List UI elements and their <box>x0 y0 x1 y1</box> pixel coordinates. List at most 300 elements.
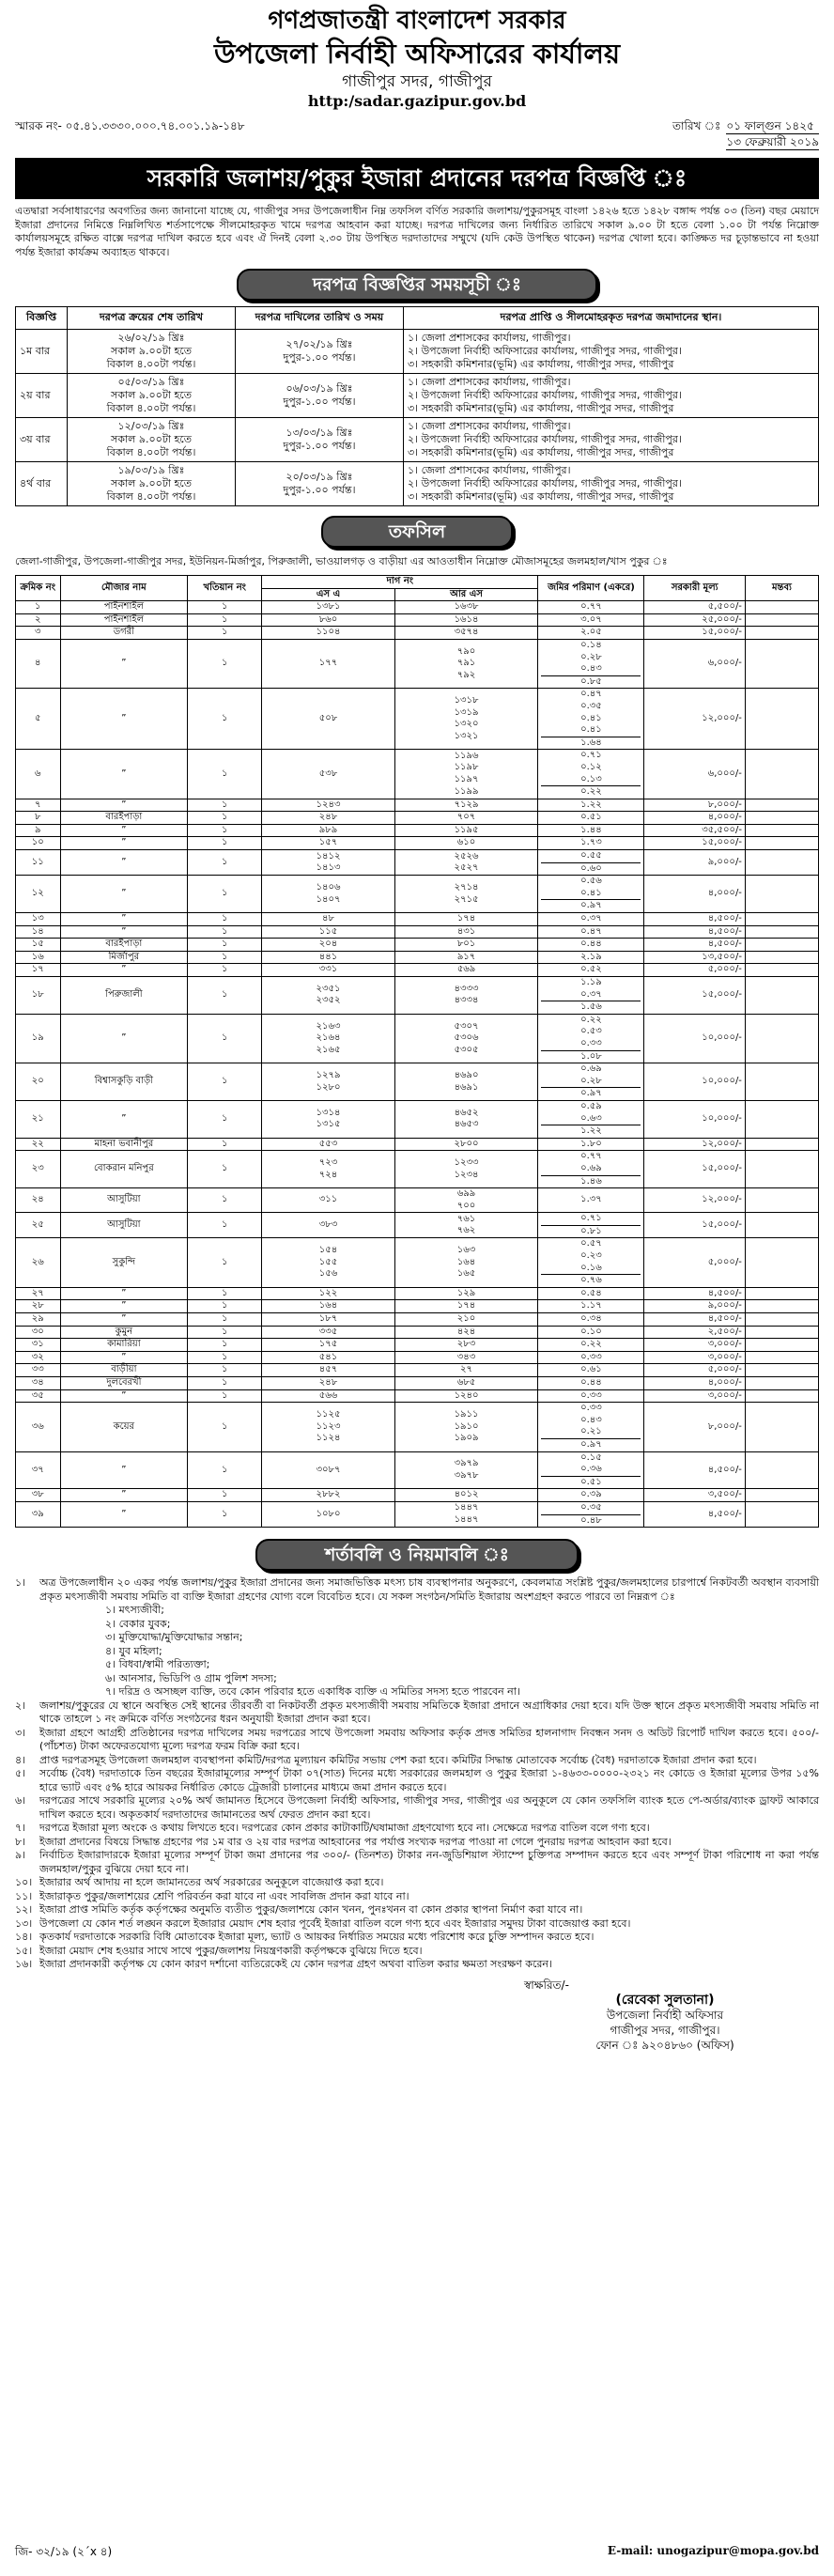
cell-price: ১২,০০০/- <box>644 1138 745 1151</box>
table-row <box>16 1351 819 1364</box>
cell-area <box>538 1300 644 1313</box>
details-location: জেলা-গাজীপুর, উপজেলা-গাজীপুর সদর, ইউনিয়ন-মির্জাপুর, পিরুজালী, ভাওয়ালগড় ও বাড়ীয়া এর আওতাধীন নিম্নোক্ত মৌজাসমূহের জলমহাল/খাস পুকুর ঃ <box>15 555 668 567</box>
cell-remarks <box>745 1238 818 1287</box>
cell-price: ১২,০০০/- <box>644 689 745 750</box>
cell-mouza: ” <box>60 1100 188 1138</box>
cell-mouza: ” <box>60 1300 188 1313</box>
table-row <box>16 1313 819 1327</box>
cell-sa-value: ১০৮০ <box>316 1508 341 1519</box>
table-row <box>16 1138 819 1151</box>
cell-serial: ১৩ <box>16 913 61 926</box>
table-row <box>16 689 819 750</box>
cell-remarks <box>745 951 818 964</box>
cell-area-value: ০.৮১ <box>541 1225 641 1238</box>
cell-mouza: ডগরী <box>60 627 188 640</box>
cell-area-value: ০.৩৭ <box>580 913 602 924</box>
term-subitem: ৭। দরিদ্র ও অসচ্ছল ব্যক্তি, তবে কোন পরিবার হতে একাধিক ব্যক্তি এ সমিতির সদস্য হতে পারবেন না। <box>105 1685 520 1699</box>
term-number: ৯। <box>15 1849 26 1862</box>
cell-area <box>538 925 644 939</box>
cell-area-value: ০.১৫ <box>580 1451 602 1463</box>
schedule-round: ৪র্থ বার <box>16 462 68 506</box>
cell-sa <box>262 799 394 812</box>
cell-price: ১৫,০০০/- <box>644 627 745 640</box>
cell-rs-value: ১১৯৫ <box>454 824 479 835</box>
cell-sa <box>262 850 394 876</box>
cell-rs-value: ৪৬৯০ <box>454 1069 479 1080</box>
cell-area-value: ০.২২ <box>580 1339 602 1350</box>
cell-area <box>538 876 644 913</box>
cell-rs-value: ২৫২৭ <box>454 862 479 874</box>
term-item <box>15 1958 819 1972</box>
schedule-row <box>16 418 819 462</box>
term-text <box>39 1931 819 1945</box>
signature-block <box>524 1978 806 2053</box>
cell-serial: ৪ <box>16 639 61 688</box>
cell-area-value: ০.৪৩ <box>580 663 602 675</box>
cell-sa <box>262 1364 394 1377</box>
cell-mouza: ” <box>60 750 188 799</box>
term-number: ১০। <box>15 1876 33 1889</box>
footer <box>15 2544 819 2563</box>
cell-area <box>538 939 644 952</box>
cell-serial: ২৭ <box>16 1287 61 1300</box>
cell-sa-value: ১১০৪ <box>316 627 341 638</box>
term-text <box>39 1945 819 1959</box>
cell-remarks <box>745 689 818 750</box>
term-body: ইজারা প্রাপ্ত সমিতি কর্তৃক কর্তৃপক্ষের অনুমতি ব্যতীত পুকুর/জলাশয়ে কোন খনন, পুনঃখনন বা কোন প্রকার স্থাপনা নির্মাণ করা যাবে না। <box>39 1903 583 1916</box>
term-text <box>39 1822 819 1836</box>
cell-serial: ২৮ <box>16 1300 61 1313</box>
cell-remarks <box>745 1287 818 1300</box>
table-row <box>16 1014 819 1063</box>
cell-area-value: ০.৭৭ <box>580 601 602 613</box>
cell-khatian: ১ <box>188 1188 262 1213</box>
table-row <box>16 1489 819 1502</box>
cell-price: ১৫,০০০/- <box>644 1151 745 1188</box>
cell-rs-value: ৪২৪ <box>456 1326 476 1337</box>
schedule-line: ১২/০৩/১৯ খ্রিঃ <box>117 420 185 432</box>
footer-ref: জি- ৩২/১৯ (২´x ৪) <box>15 2545 113 2558</box>
cell-mouza: ” <box>60 1489 188 1502</box>
cell-serial: ১০ <box>16 837 61 850</box>
cell-khatian: ১ <box>188 1238 262 1287</box>
cell-sa-value: ১৪০৬ <box>316 882 341 893</box>
cell-sa-value: ১৫৭ <box>318 837 338 848</box>
cell-sa <box>262 837 394 850</box>
email-address[interactable]: unogazipur@mopa.gov.bd <box>656 2544 819 2557</box>
cell-sa <box>262 1389 394 1403</box>
cell-sa <box>262 689 394 750</box>
term-item <box>15 1767 819 1794</box>
cell-khatian: ১ <box>188 812 262 825</box>
table-row <box>16 1339 819 1352</box>
cell-rs-value: ১৬৪ <box>456 1256 476 1267</box>
table-row <box>16 964 819 977</box>
cell-sa-value: ১৪১২ <box>316 850 341 861</box>
cell-remarks <box>745 964 818 977</box>
cell-mouza: ” <box>60 639 188 688</box>
cell-sa-value: ১৪০৭ <box>316 893 341 905</box>
schedule-buy-deadline <box>68 374 236 418</box>
cell-serial: ৯ <box>16 824 61 837</box>
cell-remarks <box>745 1389 818 1403</box>
cell-area-value: ০.৫৫ <box>580 850 602 861</box>
col-serial: ক্রমিক নং <box>16 576 61 601</box>
cell-serial: ১৯ <box>16 1014 61 1063</box>
cell-rs <box>394 1364 538 1377</box>
cell-sa-value: ৪৮ <box>322 913 335 924</box>
cell-area-value: ০.৪১ <box>580 712 602 723</box>
cell-mouza: ” <box>60 925 188 939</box>
col-sa: এস এ <box>262 588 394 601</box>
cell-area-value: ০.৫৩ <box>580 1026 602 1037</box>
cell-area-value: ১.১৯ <box>580 977 602 987</box>
cell-remarks <box>745 1213 818 1238</box>
cell-area <box>538 1389 644 1403</box>
term-number: ১২। <box>15 1903 33 1916</box>
cell-rs-value: ১৪৪৭ <box>454 1514 479 1526</box>
cell-rs <box>394 951 538 964</box>
cell-mouza: ” <box>60 1351 188 1364</box>
cell-khatian: ১ <box>188 1151 262 1188</box>
cell-mouza: ” <box>60 1451 188 1489</box>
cell-price: ৮,০০০/- <box>644 1403 745 1451</box>
cell-serial: ৩৭ <box>16 1451 61 1489</box>
term-body: কৃতকার্য দরদাতাকে সরকারি বিধি মোতাবেক ইজারা মূল্য, ভ্যাট ও আয়কর নির্ধারিত সময়ের মধ্যে পরিশোধ করে চুক্তি সম্পাদন করতে হবে। <box>39 1931 595 1944</box>
cell-area-value: ০.৬৯ <box>580 1162 602 1173</box>
table-row <box>16 837 819 850</box>
cell-serial: ৮ <box>16 812 61 825</box>
cell-sa-value: ২৩৫১ <box>316 983 341 994</box>
schedule-places <box>404 330 819 374</box>
cell-khatian: ১ <box>188 1138 262 1151</box>
cell-sa <box>262 1451 394 1489</box>
cell-area <box>538 1403 644 1451</box>
table-row <box>16 925 819 939</box>
cell-khatian: ১ <box>188 750 262 799</box>
schedule-round: ৩য় বার <box>16 418 68 462</box>
cell-serial: ৩৯ <box>16 1501 61 1527</box>
cell-rs <box>394 964 538 977</box>
cell-area-value: ০.১২ <box>580 761 602 772</box>
cell-khatian: ১ <box>188 1326 262 1339</box>
cell-price: ৪,৫০০/- <box>644 925 745 939</box>
cell-rs-value: ১৯১১ <box>454 1408 479 1420</box>
cell-area <box>538 1238 644 1287</box>
cell-remarks <box>745 750 818 799</box>
schedule-line: বিকাল ৪.০০টা পর্যন্ত। <box>106 402 196 414</box>
term-item <box>15 1917 819 1932</box>
table-row <box>16 750 819 799</box>
term-body: জলাশয়/পুকুরের যে স্থানে অবস্থিত সেই স্থানের তীরবর্তী বা নিকটবর্তী প্রকৃত মৎস্যজীবী সমবায় সমিতিকে ইজারা প্রদানে অগ্রাধিকার দেয়া হবে। যদি উক্ত স্থানে প্রকৃত মৎস্যজীবী সমবায় সমিতি না থাকে তাহলে ১ নং ক্রমিকে বর্ণিত সংগঠনের ধরন অনুযায়ী ইজারা প্রদান করা হবে। <box>39 1699 819 1726</box>
schedule-place: ১। জেলা প্রশাসকের কার্যালয়, গাজীপুর। <box>408 332 571 344</box>
schedule-line: ০৫/০৩/১৯ খ্রিঃ <box>117 376 185 388</box>
cell-area-value: ০.৪৭ <box>580 689 602 700</box>
cell-rs <box>394 1100 538 1138</box>
cell-sa <box>262 964 394 977</box>
table-row <box>16 799 819 812</box>
cell-rs-value: ৪৩৩৪ <box>454 995 479 1006</box>
cell-rs <box>394 613 538 627</box>
cell-sa-value: ১৮৭ <box>318 1313 338 1325</box>
cell-area-value: ০.৩৬ <box>580 1464 602 1475</box>
cell-mouza: সুকুন্দি <box>60 1238 188 1287</box>
term-item <box>15 1699 819 1727</box>
term-item <box>15 1836 819 1850</box>
cell-sa-value: ১৭৭ <box>318 658 338 669</box>
cell-mouza: বারইপাড়া <box>60 939 188 952</box>
cell-area <box>538 601 644 614</box>
cell-sa-value: ১৬৪ <box>318 1300 338 1311</box>
cell-serial: ৩৩ <box>16 1364 61 1377</box>
cell-area-value: ০.৫১ <box>541 1476 641 1489</box>
cell-serial: ৬ <box>16 750 61 799</box>
cell-area-value: ০.৩৩ <box>580 1037 602 1048</box>
table-row <box>16 613 819 627</box>
cell-remarks <box>745 1364 818 1377</box>
term-body: ইজারার অর্থ আদায় না হলে জামানতের অর্থ সরকারের অনুকূলে বাজেয়াপ্ত করা হবে। <box>39 1876 384 1889</box>
cell-sa <box>262 1063 394 1101</box>
cell-khatian: ১ <box>188 1339 262 1352</box>
schedule-line: দুপুর-১.০০ পর্যন্ত। <box>283 396 356 408</box>
table-row <box>16 1287 819 1300</box>
cell-sa-value: ১২৭৯ <box>316 1069 341 1080</box>
cell-sa <box>262 824 394 837</box>
cell-khatian: ১ <box>188 613 262 627</box>
cell-area-value: ০.৭১ <box>580 1213 602 1224</box>
cell-sa-value: ৩৩১ <box>318 964 338 975</box>
cell-serial: ৩৫ <box>16 1389 61 1403</box>
cell-price: ১০,০০০/- <box>644 1100 745 1138</box>
schedule-submit-date <box>236 374 404 418</box>
cell-rs <box>394 1389 538 1403</box>
cell-khatian: ১ <box>188 1451 262 1489</box>
cell-serial: ২১ <box>16 1100 61 1138</box>
cell-area-value: ০.৪৩ <box>580 1414 602 1425</box>
cell-price: ১০,০০০/- <box>644 1014 745 1063</box>
cell-rs-value: ১৬৩৮ <box>454 601 479 613</box>
cell-sa <box>262 1313 394 1327</box>
cell-sa-value: ৭২৪ <box>318 1169 338 1180</box>
schedule-line: দুপুর-১.০০ পর্যন্ত। <box>283 484 356 496</box>
cell-area-value: ১.৭৩ <box>580 837 602 848</box>
schedule-header: দরপত্র প্রাপ্তি ও সীলমোহরকৃত দরপত্র জমাদানের স্থান। <box>404 307 819 330</box>
schedule-header: বিজ্ঞপ্তি <box>16 307 68 330</box>
cell-rs <box>394 1300 538 1313</box>
cell-rs-value: ২৮৩ <box>456 1339 476 1350</box>
cell-serial: ৭ <box>16 799 61 812</box>
cell-rs <box>394 1351 538 1364</box>
term-number: ১৩। <box>15 1916 33 1930</box>
notice-title-banner: সরকারি জলাশয়/পুকুর ইজারা প্রদানের দরপত্র বিজ্ঞপ্তি ঃ <box>15 158 819 199</box>
cell-rs <box>394 1326 538 1339</box>
cell-sa <box>262 876 394 913</box>
cell-area-value: ০.৩৫ <box>580 1501 602 1513</box>
cell-mouza: পাইনশাইল <box>60 613 188 627</box>
schedule-place: ১। জেলা প্রশাসকের কার্যালয়, গাজীপুর। <box>408 464 571 476</box>
cell-sa <box>262 1339 394 1352</box>
schedule-line: ০৬/০৩/১৯ খ্রিঃ <box>286 382 353 395</box>
cell-area-value: ০.৫৪ <box>580 1287 602 1298</box>
cell-area-value: ০.৩৪ <box>580 1313 602 1325</box>
term-number: ৮। <box>15 1835 26 1848</box>
schedule-row <box>16 374 819 418</box>
schedule-place: ২। উপজেলা নির্বাহী অফিসারের কার্যালয়, গাজীপুর সদর, গাজীপুর। <box>408 345 682 357</box>
schedule-line: সকাল ৯.০০টা হতে <box>111 345 192 357</box>
cell-area-value: ০.১৩ <box>580 773 602 784</box>
cell-mouza: ” <box>60 824 188 837</box>
cell-sa-value: ৫৫৩ <box>318 1138 338 1149</box>
term-subitem: ৪। যুব মহিলা; <box>105 1644 162 1657</box>
cell-sa <box>262 639 394 688</box>
cell-khatian: ১ <box>188 627 262 640</box>
cell-area-value: ০.৪৭ <box>580 925 602 937</box>
term-subitem: ১। মৎস্যজীবী; <box>105 1604 164 1617</box>
cell-rs <box>394 1403 538 1451</box>
col-remarks: মন্তব্য <box>745 576 818 601</box>
cell-rs <box>394 939 538 952</box>
term-item <box>15 1903 819 1917</box>
cell-area-value: ০.৬১ <box>580 1364 602 1375</box>
schedule-row <box>16 462 819 506</box>
cell-sa-value: ৫৩৮ <box>318 768 338 779</box>
cell-rs-value: ৯১৭ <box>456 951 476 962</box>
table-row <box>16 812 819 825</box>
cell-sa-value: ৩০৮৭ <box>316 1464 341 1475</box>
term-text <box>39 1876 819 1890</box>
cell-sa-value: ৫০৮ <box>318 713 338 724</box>
cell-sa <box>262 1501 394 1527</box>
table-row <box>16 1300 819 1313</box>
cell-remarks <box>745 1451 818 1489</box>
cell-remarks <box>745 913 818 926</box>
cell-serial: ২৪ <box>16 1188 61 1213</box>
cell-rs-value: ১৪৪৭ <box>454 1502 479 1513</box>
term-item <box>15 1876 819 1890</box>
cell-area <box>538 799 644 812</box>
term-item <box>15 1822 819 1836</box>
schedule-line: দুপুর-১.০০ পর্যন্ত। <box>283 440 356 452</box>
cell-serial: ৩২ <box>16 1351 61 1364</box>
table-row <box>16 627 819 640</box>
cell-mouza: পাইনশাইল <box>60 601 188 614</box>
schedule-line: ২০/০৩/১৯ খ্রিঃ <box>286 471 353 483</box>
cell-serial: ৩৮ <box>16 1489 61 1502</box>
col-rs: আর এস <box>394 588 538 601</box>
term-item <box>15 1849 819 1876</box>
cell-sa <box>262 1326 394 1339</box>
cell-remarks <box>745 1188 818 1213</box>
cell-remarks <box>745 1014 818 1063</box>
term-body: ইজারা প্রদানের বিষয়ে সিদ্ধান্ত গ্রহণের পর ১ম বার ও ২য় বার দরপত্র আহবানের পর পর্যাপ্ত সংখ্যক দরপত্র পাওয়া না গেলে পুনরায় দরপত্র আহবান করা হবে। <box>39 1835 672 1848</box>
term-body: ইজারা মেয়াদ শেষ হওয়ার সাথে সাথে পুকুর/জলাশয় নিয়ন্ত্রণকারী কর্তৃপক্ষকে বুঝিয়ে দিতে হবে। <box>39 1944 423 1957</box>
cell-sa <box>262 951 394 964</box>
cell-rs <box>394 627 538 640</box>
cell-rs-value: ১৭৪ <box>456 1300 476 1311</box>
cell-sa-value: ১৭৫ <box>318 1339 338 1350</box>
cell-sa-value: ২৩৫২ <box>316 995 341 1006</box>
cell-sa-value: ৪৪১ <box>318 951 338 962</box>
cell-sa-value: ১৫৫ <box>318 1256 338 1267</box>
cell-remarks <box>745 1403 818 1451</box>
cell-sa <box>262 1351 394 1364</box>
cell-remarks <box>745 1351 818 1364</box>
schedule-round: ১ম বার <box>16 330 68 374</box>
cell-sa <box>262 1188 394 1213</box>
cell-remarks <box>745 1151 818 1188</box>
table-row <box>16 1501 819 1527</box>
cell-rs-value: ৭০০ <box>456 1200 476 1211</box>
cell-rs-value: ৭৬১ <box>456 1213 476 1224</box>
cell-area-value: ০.২১ <box>580 1426 602 1437</box>
cell-area-value: ১.০৮ <box>541 1050 641 1063</box>
term-subitem: ৫। বিধবা/স্বামী পরিত্যক্তা; <box>105 1658 210 1671</box>
cell-sa-value: ৫৪১ <box>318 1351 338 1362</box>
reference-row <box>15 118 819 150</box>
table-row <box>16 1389 819 1403</box>
cell-mouza: ” <box>60 1501 188 1527</box>
cell-khatian: ১ <box>188 977 262 1015</box>
cell-sa <box>262 601 394 614</box>
cell-serial: ১২ <box>16 876 61 913</box>
cell-area-value: ০.৩৩ <box>580 1389 602 1401</box>
term-body: উপজেলা যে কোন শর্ত লঙ্ঘন করলে ইজারার মেয়াদ শেষ হবার পূর্বেই ইজারা বাতিল বলে গণ্য হবে এবং ইজারার সমুদয় টাকা বাজেয়াপ্ত করা হবে। <box>39 1916 631 1930</box>
schedule-line: ১৯/০৩/১৯ খ্রিঃ <box>117 464 185 476</box>
cell-rs <box>394 1138 538 1151</box>
table-row <box>16 601 819 614</box>
term-item <box>15 1945 819 1959</box>
cell-sa-value: ১৩১৪ <box>316 1107 341 1118</box>
cell-rs-value: ১২৯ <box>456 1287 476 1298</box>
signatory-name: (রেবেকা সুলতানা) <box>615 1993 715 2008</box>
cell-area-value: ০.৯৭ <box>541 1087 641 1100</box>
cell-price: ৪,৫০০/- <box>644 939 745 952</box>
table-row <box>16 1100 819 1138</box>
cell-area-value: ০.৪৪ <box>580 1377 602 1388</box>
cell-khatian: ১ <box>188 1100 262 1138</box>
schedule-buy-deadline <box>68 330 236 374</box>
cell-serial: ২০ <box>16 1063 61 1101</box>
table-row <box>16 951 819 964</box>
table-row <box>16 1364 819 1377</box>
cell-sa <box>262 925 394 939</box>
cell-rs-value: ১৬১৪ <box>454 613 479 625</box>
cell-rs <box>394 1063 538 1101</box>
cell-sa-value: ২১৬৩ <box>316 1020 341 1032</box>
cell-sa-value: ২১৬৫ <box>316 1044 341 1055</box>
schedule-header: দরপত্র দাখিলের তারিখ ও সময় <box>236 307 404 330</box>
cell-mouza: বিশ্বাসকুড়ি বাড়ী <box>60 1063 188 1101</box>
cell-area-value: ০.৭৬ <box>541 1274 641 1287</box>
website-link[interactable]: http:/sadar.gazipur.gov.bd <box>307 92 527 110</box>
cell-price: ৯,০০০/- <box>644 850 745 876</box>
cell-area <box>538 977 644 1015</box>
cell-remarks <box>745 824 818 837</box>
schedule-place: ৩। সহকারী কমিশনার(ভূমি) এর কার্যালয়, গাজীপুর সদর, গাজীপুর <box>408 402 674 414</box>
cell-rs-value: ৪৬৫২ <box>454 1107 479 1118</box>
terms-heading: শর্তাবলি ও নিয়মাবলি ঃ <box>255 1539 579 1571</box>
schedule-places <box>404 418 819 462</box>
cell-rs-value: ৪৩৩৩ <box>454 983 479 994</box>
term-body: নির্বাচিত ইজারাদারকে ইজারা মূল্যের সম্পূর্ণ টাকা জমা প্রদানের পর ৩০০/- (তিনশত) টাকার নন-জুডিশিয়াল স্ট্যাম্পে চুক্তিপত্র সম্পাদন করতে হবে এবং সম্পূর্ণ টাকা পরিশোধ না করা পর্যন্ত জলমহাল/পুকুর বুঝিয়ে দেয়া হবে না। <box>39 1849 819 1875</box>
col-area: জমির পরিমাণ (একরে) <box>538 576 644 601</box>
table-row <box>16 1213 819 1238</box>
cell-rs-value: ৭৯১ <box>456 658 476 669</box>
table-row <box>16 850 819 876</box>
cell-serial: ২২ <box>16 1138 61 1151</box>
cell-mouza: ” <box>60 1313 188 1327</box>
cell-area-value: ০.১৪ <box>580 639 602 650</box>
